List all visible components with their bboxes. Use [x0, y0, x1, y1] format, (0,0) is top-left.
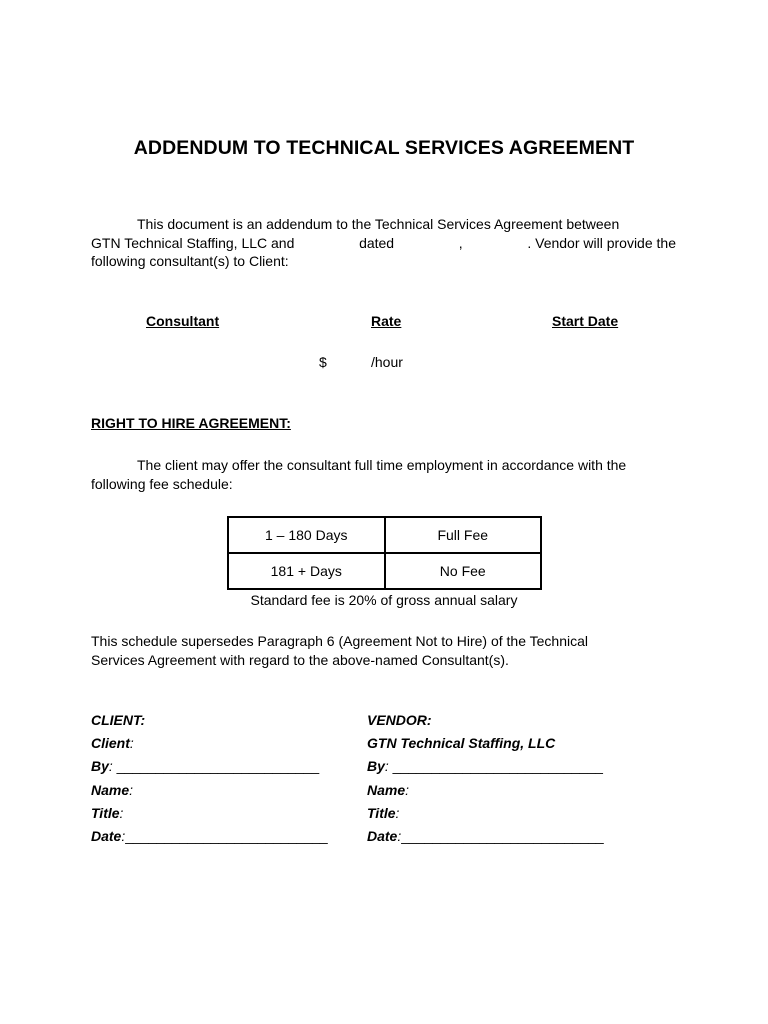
fee-period-cell: 1 – 180 Days: [228, 517, 385, 553]
intro-line-1: This document is an addendum to the Technical Services Agreement between: [137, 216, 620, 232]
client-by-line[interactable]: By: __________________________: [91, 758, 320, 775]
standard-fee-note: Standard fee is 20% of gross annual salary: [250, 592, 518, 608]
vendor-company: GTN Technical Staffing, LLC: [367, 735, 556, 752]
intro-comma: ,: [458, 234, 463, 251]
document-title: ADDENDUM TO TECHNICAL SERVICES AGREEMENT: [133, 137, 635, 159]
start-date-header: Start Date: [552, 313, 619, 329]
vendor-by-line[interactable]: By: ___________________________: [367, 758, 603, 775]
client-name-line[interactable]: Name:: [91, 781, 134, 798]
fee-schedule-table: [227, 516, 542, 590]
table-row: [228, 517, 541, 553]
table-row: [228, 553, 541, 589]
intro-vendor-provides: . Vendor will provide the: [527, 234, 676, 251]
supersedes-paragraph: [91, 632, 676, 669]
right-to-hire-line-2: following fee schedule:: [91, 475, 233, 492]
intro-parties: GTN Technical Staffing, LLC and: [91, 234, 295, 251]
rate-unit: /hour: [371, 354, 403, 370]
right-to-hire-line-1: The client may offer the consultant full time employment in accordance with the: [137, 457, 627, 473]
fee-period-cell: 181 + Days: [228, 553, 385, 589]
right-to-hire-heading: RIGHT TO HIRE AGREEMENT:: [91, 415, 291, 431]
rate-currency: $: [319, 354, 327, 370]
supersedes-line-1: This schedule supersedes Paragraph 6 (Agreement Not to Hire) of the Technical: [91, 633, 589, 649]
vendor-date-line[interactable]: Date:__________________________: [367, 827, 604, 844]
consultant-header: Consultant: [146, 313, 220, 329]
client-label-line: Client:: [91, 735, 134, 752]
client-date-line[interactable]: Date:__________________________: [91, 827, 328, 844]
fee-amount-cell: No Fee: [385, 553, 542, 589]
intro-line-3: following consultant(s) to Client:: [91, 253, 289, 269]
intro-dated: dated: [359, 234, 395, 251]
vendor-heading: VENDOR:: [367, 712, 432, 728]
intro-line-2: [91, 234, 676, 253]
client-heading: CLIENT:: [91, 712, 146, 728]
client-title-line[interactable]: Title:: [91, 804, 124, 821]
vendor-name-line[interactable]: Name:: [367, 781, 410, 798]
intro-paragraph: [91, 215, 676, 271]
vendor-title-line[interactable]: Title:: [367, 804, 400, 821]
rate-header: Rate: [371, 313, 402, 329]
fee-amount-cell: Full Fee: [385, 517, 542, 553]
right-to-hire-paragraph: [91, 456, 676, 493]
vendor-signature-block: [367, 711, 604, 850]
client-signature-block: [91, 711, 328, 850]
supersedes-line-2: Services Agreement with regard to the above-named Consultant(s).: [91, 651, 509, 668]
